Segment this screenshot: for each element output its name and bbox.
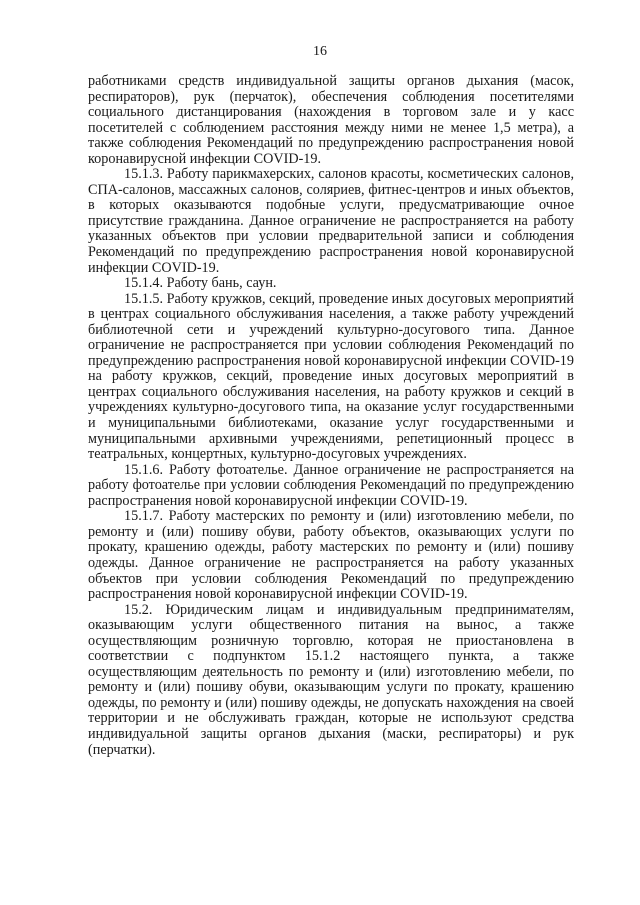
document-body xyxy=(88,74,574,758)
paragraph-15-1-3: 15.1.3. Работу парикмахерских, салонов красоты, косметических салонов, СПА-салонов, массажных салонов, соляриев, фитнес-центров и иных объектов, в которых оказываются подобные услуги, предусматривающие очное присутствие гражданина. Данное ограничение не распространяется на работу указанных объектов при условии предварительной записи и соблюдения Рекомендаций по предупреждению распространения новой коронавирусной инфекции COVID-19. xyxy=(88,166,574,276)
paragraph-15-2: 15.2. Юридическим лицам и индивидуальным предпринимателям, оказывающим услуги общественного питания на вынос, а также осуществляющим розничную торговлю, которая не приостановлена в соответствии с подпунктом 15.1.2 настоящего пункта, а также осуществляющим деятельность по ремонту и (или) изготовлению мебели, по ремонту и (или) пошиву обуви, оказывающим услуги по прокату, крашению одежды, по ремонту и (или) пошиву одежды, не допускать нахождения на своей территории и не обслуживать граждан, которые не используют средства индивидуальной защиты органов дыхания (маски, респираторы) и рук (перчатки). xyxy=(88,601,574,758)
paragraph-continuation: работниками средств индивидуальной защиты органов дыхания (масок, респираторов), рук (перчаток), обеспечения соблюдения посетителями социального дистанцирования (нахождения в торговом зале и у касс посетителей с соблюдением расстояния между ними не менее 1,5 метра), а также соблюдения Рекомендаций по предупреждению распространения новой коронавирусной инфекции COVID-19. xyxy=(88,73,574,167)
paragraph-15-1-6: 15.1.6. Работу фотоателье. Данное ограничение не распространяется на работу фотоателье при условии соблюдения Рекомендаций по предупреждению распространения новой коронавирусной инфекции COVID-19. xyxy=(88,461,574,509)
paragraph-15-1-5: 15.1.5. Работу кружков, секций, проведение иных досуговых мероприятий в центрах социального обслуживания населения, а также работу учреждений библиотечной сети и учреждений культурно-досугового типа. Данное ограничение не распространяется при условии соблюдения Рекомендаций по предупреждению распространения новой коронавирусной инфекции COVID-19 на работу кружков, секций, проведение иных досуговых мероприятий в центрах социального обслуживания населения, на работу кружков и секций в учреждениях культурно-досугового типа, на оказание услуг государственными и муниципальными библиотеками, оказание услуг государственными и муниципальными архивными учреждениями, репетиционный процесс в театральных, концертных, культурно-досуговых учреждениях. xyxy=(88,290,574,463)
paragraph-15-1-7: 15.1.7. Работу мастерских по ремонту и (или) изготовлению мебели, по ремонту и (или) пошиву обуви, работу объектов, оказывающих услуги по прокату, крашению одежды, работу мастерских по ремонту и (или) пошиву одежды. Данное ограничение не распространяется на работу указанных объектов при условии соблюдения Рекомендаций по предупреждению распространения новой коронавирусной инфекции COVID-19. xyxy=(88,508,574,603)
paragraph-15-1-4: 15.1.4. Работу бань, саун. xyxy=(124,275,277,292)
page-number: 16 xyxy=(313,44,327,59)
